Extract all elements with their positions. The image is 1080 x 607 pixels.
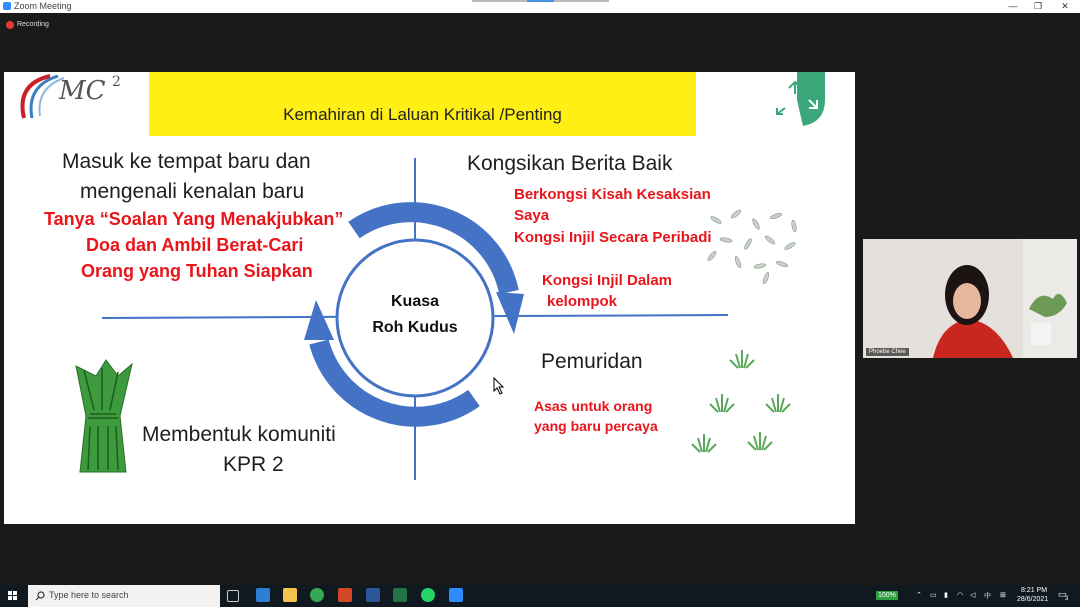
wheat-sheaf-icon xyxy=(66,356,146,476)
participant-name: Phoebe Chee xyxy=(866,348,909,356)
bottom-left-heading-line1: Membentuk komuniti xyxy=(142,423,336,446)
word-icon[interactable] xyxy=(366,588,380,602)
battery-indicator[interactable]: 100% xyxy=(878,592,896,599)
center-label-line1: Kuasa xyxy=(390,293,440,310)
search-icon xyxy=(35,591,45,601)
tray-app-icon[interactable]: ▭ xyxy=(930,592,937,599)
top-left-red-line3: Orang yang Tuhan Siapkan xyxy=(81,261,313,281)
minimize-button[interactable]: — xyxy=(1008,1,1018,11)
bottom-right-red-line2: yang baru percaya xyxy=(534,418,658,434)
ime-icon[interactable]: ⊞ xyxy=(1000,592,1006,599)
language-indicator[interactable]: 中 xyxy=(984,593,991,600)
shared-slide xyxy=(4,72,855,524)
clock-time[interactable]: 8:21 PM xyxy=(1021,587,1048,594)
sprouts-icon xyxy=(684,344,794,456)
notification-count: 3 xyxy=(1065,596,1069,602)
window-title: Zoom Meeting xyxy=(14,1,72,11)
bottom-right-heading: Pemuridan xyxy=(541,350,643,373)
logo-superscript: 2 xyxy=(112,74,121,90)
chrome-icon[interactable] xyxy=(310,588,324,602)
battery-icon[interactable]: ▮ xyxy=(944,592,948,599)
powerpoint-icon[interactable] xyxy=(338,588,352,602)
whatsapp-icon[interactable] xyxy=(421,588,435,602)
tray-expand-icon[interactable]: ⌃ xyxy=(916,592,922,599)
window-titlebar xyxy=(0,0,1080,13)
top-left-heading-line2: mengenali kenalan baru xyxy=(80,180,305,203)
top-tab-indicator-active xyxy=(527,0,554,2)
top-tab-indicator xyxy=(554,0,609,2)
task-view-icon[interactable] xyxy=(227,590,239,602)
top-right-red-line5: kelompok xyxy=(547,293,618,310)
wifi-icon[interactable]: ◠ xyxy=(957,592,964,599)
top-right-red-line4: Kongsi Injil Dalam xyxy=(542,272,673,289)
top-left-red-line2: Doa dan Ambil Berat-Cari xyxy=(86,235,304,255)
recording-indicator[interactable] xyxy=(6,19,49,30)
windows-start-icon[interactable] xyxy=(8,591,18,601)
mouse-cursor-icon xyxy=(493,377,505,395)
participant-video-feed xyxy=(863,239,1077,358)
zoom-app-icon xyxy=(3,2,11,10)
top-right-red-line3: Kongsi Injil Secara Peribadi xyxy=(514,229,712,246)
center-label-line2: Roh Kudus xyxy=(372,319,458,336)
seeds-cluster-icon xyxy=(696,200,806,286)
record-dot-icon xyxy=(6,21,14,29)
maximize-button[interactable]: ❐ xyxy=(1033,1,1043,11)
clock-date[interactable]: 28/6/2021 xyxy=(1017,596,1049,603)
slide-title: Kemahiran di Laluan Kritikal /Penting xyxy=(283,105,562,124)
search-placeholder: Type here to search xyxy=(49,590,129,600)
top-left-heading-line1: Masuk ke tempat baru dan xyxy=(62,150,311,173)
volume-icon[interactable]: ◁ xyxy=(970,592,976,599)
notification-icon[interactable]: ▭ xyxy=(1058,589,1067,599)
recording-label: Recording xyxy=(17,21,49,28)
taskbar-search-box[interactable] xyxy=(28,585,220,607)
store-icon[interactable] xyxy=(256,588,270,602)
windows-taskbar xyxy=(0,585,1080,607)
zoom-icon[interactable] xyxy=(449,588,463,602)
participant-video[interactable] xyxy=(863,239,1077,358)
bottom-right-red-line1: Asas untuk orang xyxy=(534,398,653,414)
top-right-red-line1: Berkongsi Kisah Kesaksian xyxy=(514,186,711,203)
top-right-heading: Kongsikan Berita Baik xyxy=(467,152,673,175)
logo-text: MC xyxy=(59,76,106,106)
top-tab-indicator xyxy=(472,0,527,2)
bottom-left-heading-line2: KPR 2 xyxy=(223,453,284,476)
top-right-red-line2: Saya xyxy=(514,207,550,224)
file-explorer-icon[interactable] xyxy=(283,588,297,602)
top-left-red-line1: Tanya “Soalan Yang Menakjubkan” xyxy=(44,209,344,229)
close-button[interactable]: ✕ xyxy=(1061,1,1069,11)
excel-icon[interactable] xyxy=(393,588,407,602)
